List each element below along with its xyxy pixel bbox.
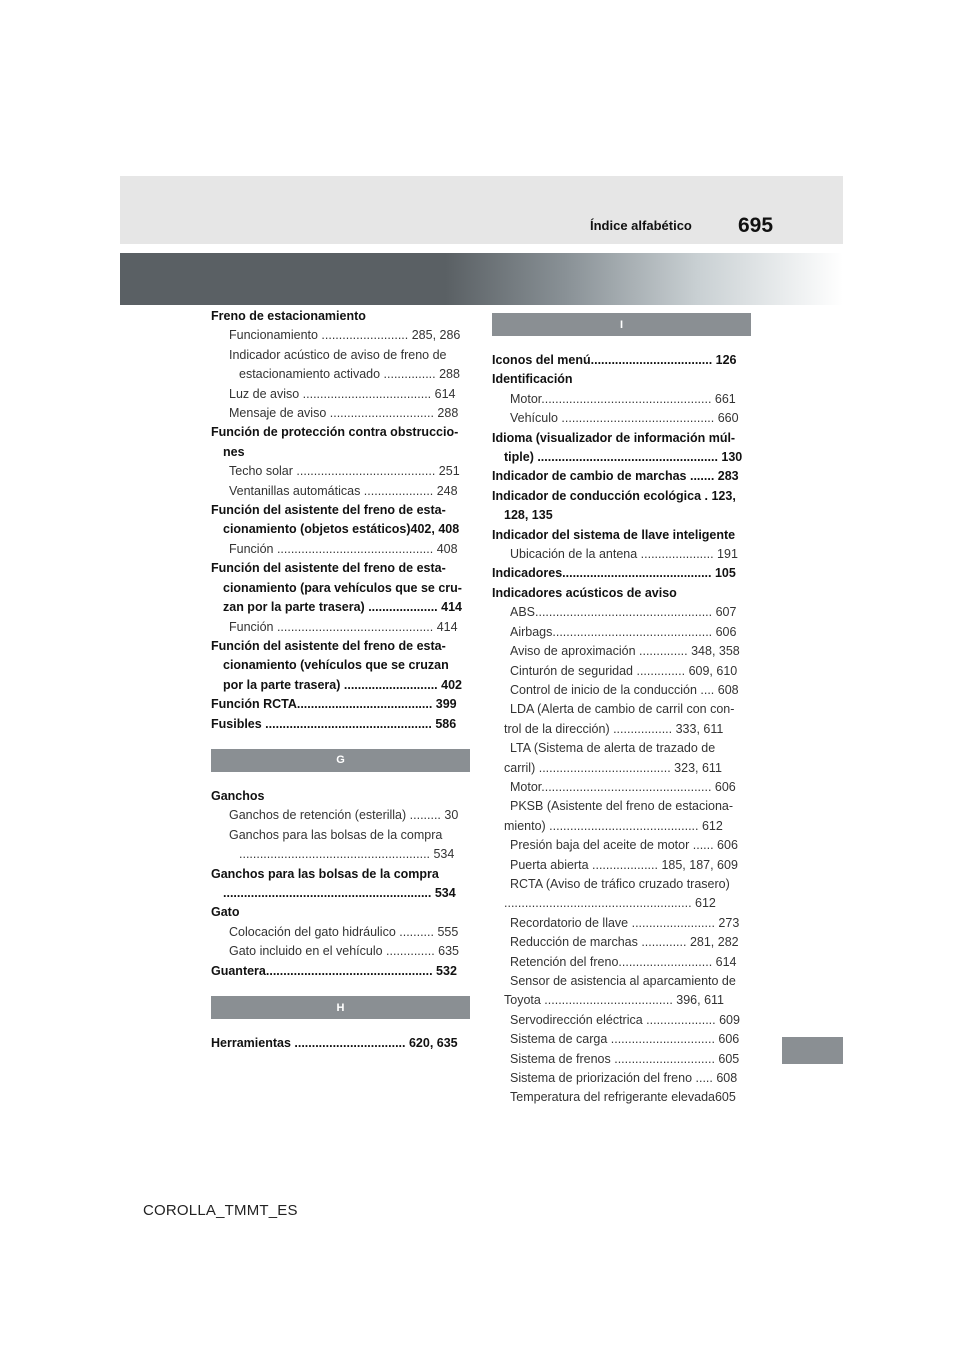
- spacer: [211, 1019, 471, 1034]
- index-entry: Indicadores acústicos de aviso: [492, 585, 677, 600]
- index-subentry: Motor................................................. 606: [510, 779, 736, 794]
- letter-heading: I: [492, 313, 751, 336]
- index-subentry: carril) ...................................... 323, 611: [504, 760, 722, 775]
- index-subentry: Sistema de priorización del freno ..... 608: [510, 1071, 738, 1086]
- index-subentry: Indicador acústico de aviso de freno de: [229, 347, 447, 362]
- page-number: 695: [738, 214, 774, 237]
- index-subentry: Función ............................................. 414: [229, 619, 458, 634]
- index-subentry: Sistema de frenos ............................. 605: [510, 1051, 740, 1066]
- index-subentry: Aviso de aproximación .............. 348, 358: [510, 644, 740, 659]
- index-subentry: Motor................................................. 661: [510, 391, 736, 406]
- index-subentry: Cinturón de seguridad .............. 609, 610: [510, 663, 738, 678]
- index-entry: Función del asistente del freno de esta-: [211, 561, 446, 576]
- spacer: [211, 772, 471, 787]
- index-entry: cionamiento (vehículos que se cruzan: [223, 658, 449, 673]
- index-entry: Identificación: [492, 372, 573, 387]
- index-entry: Ganchos: [211, 788, 265, 803]
- index-subentry: ....................................................... 534: [239, 847, 455, 862]
- index-subentry: Ganchos para las bolsas de la compra: [229, 827, 443, 842]
- index-entry: cionamiento (objetos estáticos)402, 408: [223, 522, 460, 537]
- index-entry: ............................................................ 534: [223, 885, 456, 900]
- index-subentry: Presión baja del aceite de motor ...... 606: [510, 838, 738, 853]
- index-entry: Herramientas ................................ 620, 635: [211, 1036, 458, 1050]
- index-subentry: LDA (Alerta de cambio de carril con con-: [510, 702, 735, 717]
- index-subentry: Ganchos de retención (esterilla) ......... 30: [229, 808, 459, 823]
- index-subentry: Temperatura del refrigerante elevada605: [510, 1090, 736, 1105]
- index-subentry: RCTA (Aviso de tráfico cruzado trasero): [510, 876, 730, 891]
- index-subentry: Retención del freno........................... 614: [510, 954, 737, 969]
- index-entry: Iconos del menú................................... 126: [492, 353, 737, 367]
- index-entry: Ganchos para las bolsas de la compra: [211, 866, 439, 881]
- index-subentry: ABS................................................... 607: [510, 605, 737, 620]
- index-subentry: Funcionamiento ......................... 285, 286: [229, 328, 461, 343]
- letter-heading: H: [211, 996, 470, 1019]
- index-entry: Freno de estacionamiento: [211, 309, 366, 323]
- index-subentry: Reducción de marchas ............. 281, 282: [510, 935, 739, 950]
- spacer: [492, 336, 752, 351]
- index-entry: nes: [223, 444, 245, 459]
- index-subentry: Ventanillas automáticas .................... 248: [229, 483, 458, 498]
- index-subentry: Servodirección eléctrica .................... 609: [510, 1012, 740, 1027]
- index-subentry: Airbags.............................................. 606: [510, 624, 737, 639]
- index-entry: cionamiento (para vehículos que se cru-: [223, 580, 462, 595]
- index-entry: Función del asistente del freno de esta-: [211, 638, 446, 653]
- chapter-tab: [782, 1037, 843, 1064]
- index-entry: por la parte trasera) ........................... 402: [223, 677, 462, 692]
- document-code: COROLLA_TMMT_ES: [143, 1202, 298, 1219]
- index-entry: zan por la parte trasera) .................... 414: [223, 600, 462, 615]
- index-subentry: Luz de aviso ..................................... 614: [229, 386, 456, 401]
- index-entry: Función RCTA....................................... 399: [211, 697, 457, 712]
- index-subentry: Techo solar ........................................ 251: [229, 464, 460, 479]
- index-entry: 128, 135: [504, 508, 553, 523]
- index-subentry: Mensaje de aviso .............................. 288: [229, 406, 459, 421]
- index-subentry: estacionamiento activado ............... 288: [239, 367, 460, 382]
- index-entry: Indicadores........................................... 105: [492, 566, 736, 581]
- index-subentry: Puerta abierta ................... 185, 187, 609: [510, 857, 738, 872]
- index-subentry: Toyota ..................................... 396, 611: [504, 993, 725, 1008]
- index-subentry: Gato incluido en el vehículo .............. 635: [229, 944, 459, 959]
- index-subentry: Sensor de asistencia al aparcamiento de: [510, 974, 736, 988]
- index-column-left: [211, 307, 471, 1053]
- index-subentry: LTA (Sistema de alerta de trazado de: [510, 741, 716, 756]
- index-entry: tiple) .................................................... 130: [504, 450, 743, 465]
- index-subentry: trol de la dirección) ................. 333, 611: [504, 721, 724, 736]
- index-entry: Indicador del sistema de llave inteligente: [492, 527, 736, 542]
- header-band: [120, 176, 843, 244]
- index-subentry: Recordatorio de llave ........................ 273: [510, 915, 740, 930]
- index-subentry: PKSB (Asistente del freno de estaciona-: [510, 799, 734, 814]
- index-entry: Idioma (visualizador de información múl-: [492, 430, 736, 445]
- index-subentry: Vehículo ............................................ 660: [510, 411, 739, 426]
- index-entry: Fusibles ................................................ 586: [211, 716, 457, 731]
- index-subentry: Control de inicio de la conducción .... 608: [510, 682, 739, 697]
- letter-heading: G: [211, 749, 470, 772]
- index-subentry: Ubicación de la antena ..................... 191: [510, 547, 738, 562]
- header-gradient-bar: [120, 253, 843, 305]
- section-title: Índice alfabético: [590, 218, 692, 233]
- index-subentry: ...................................................... 612: [504, 896, 716, 911]
- index-subentry: Sistema de carga .............................. 606: [510, 1032, 740, 1047]
- spacer: [211, 734, 471, 749]
- spacer: [211, 981, 471, 996]
- index-subentry: Colocación del gato hidráulico .......... 555: [229, 924, 459, 939]
- index-subentry: miento) ........................................... 612: [504, 818, 723, 833]
- index-entry: Función del asistente del freno de esta-: [211, 503, 446, 518]
- index-entry: Guantera................................................ 532: [211, 963, 457, 978]
- index-entry: Función de protección contra obstruccio-: [211, 425, 459, 440]
- index-column-right: [492, 313, 752, 1108]
- index-entry: Gato: [211, 905, 240, 920]
- index-entry: Indicador de cambio de marchas ....... 283: [492, 469, 739, 484]
- index-entry: Indicador de conducción ecológica . 123,: [492, 488, 736, 503]
- index-subentry: Función ............................................. 408: [229, 541, 458, 556]
